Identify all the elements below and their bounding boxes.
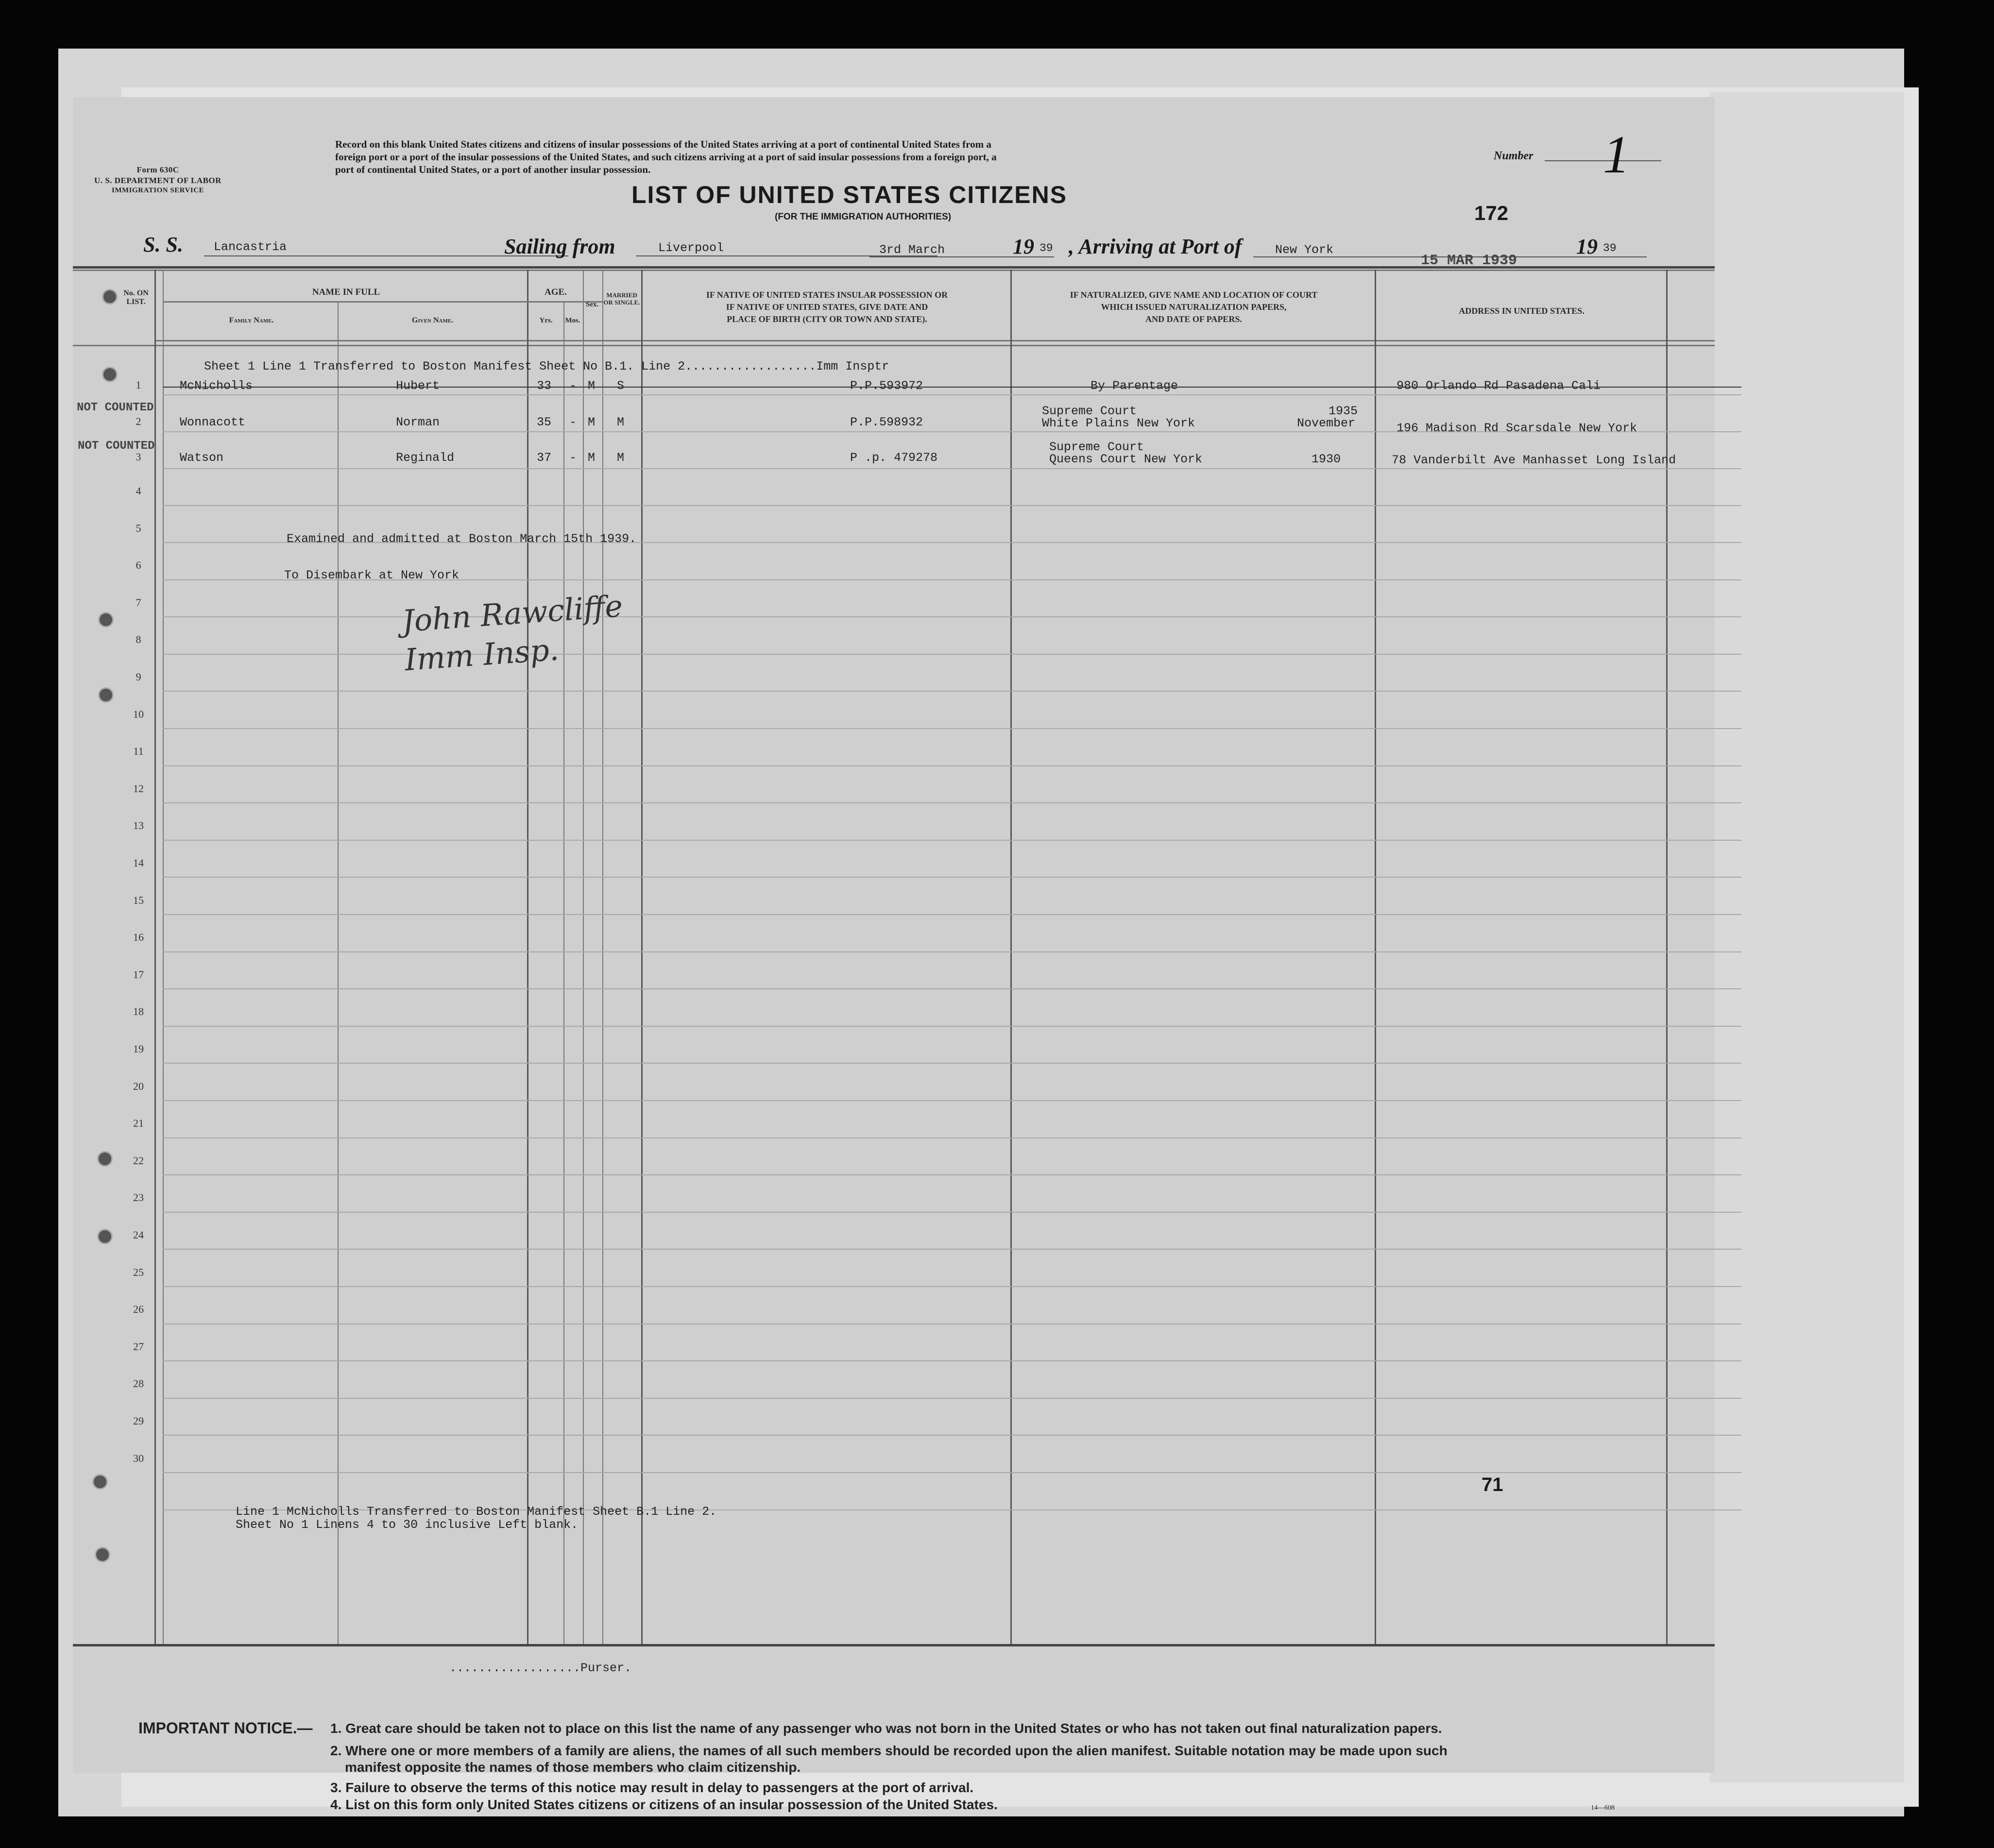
naturalization-court: Supreme Court <box>1042 404 1137 418</box>
form-code: 14—608 <box>1591 1804 1615 1812</box>
sex: M <box>588 451 596 465</box>
row-number: 11 <box>133 745 144 758</box>
row-number: 18 <box>133 1005 144 1018</box>
row-line <box>163 988 1741 989</box>
row-number: 25 <box>133 1266 144 1278</box>
notice-2a: 2. Where one or more members of a family are aliens, the names of all such members should be recorded upon the alien manifest. Suitable notation may be made upon such <box>330 1743 1448 1758</box>
col-line <box>527 270 528 1644</box>
notice-1: 1. Great care should be taken not to place on this list the name of any passenger who was not born in the United States or who has not taken out final naturalization papers. <box>330 1721 1442 1736</box>
family-name: Watson <box>180 451 224 465</box>
col-mos: Mos. <box>565 317 580 324</box>
col-native-2: IF NATIVE OF UNITED STATES, GIVE DATE AND <box>726 302 928 312</box>
family-name: McNicholls <box>180 379 253 393</box>
row-line <box>163 765 1741 766</box>
row-number: 12 <box>133 782 144 795</box>
page-subtitle: (FOR THE IMMIGRATION AUTHORITIES) <box>775 212 952 222</box>
row-number: 8 <box>136 633 141 646</box>
col-naturalized-3: AND DATE OF PAPERS. <box>1145 314 1242 324</box>
row-line <box>163 1398 1741 1399</box>
row-number: 1 <box>136 379 141 391</box>
row-number: 27 <box>133 1340 144 1353</box>
row-number: 10 <box>133 708 144 720</box>
footer-note-1: Line 1 McNicholls Transferred to Boston Manifest Sheet B.1 Line 2. <box>236 1505 717 1519</box>
departure-date: 3rd March <box>879 243 945 257</box>
row-number: 17 <box>133 968 144 981</box>
marital-status: S <box>617 379 625 393</box>
col-line <box>583 270 584 1644</box>
col-name-in-full: NAME IN FULL <box>312 287 380 297</box>
page-title: LIST OF UNITED STATES CITIZENS <box>631 181 1068 208</box>
age-years: 35 <box>537 415 552 429</box>
col-native-3: PLACE OF BIRTH (CITY OR TOWN AND STATE). <box>727 314 927 324</box>
row-line <box>163 1026 1741 1027</box>
strike-through <box>163 387 1741 388</box>
col-native-1: IF NATIVE OF UNITED STATES INSULAR POSSESSION OR <box>706 290 948 300</box>
instruction-line-3: port of continental United States, or a port of another insular possession. <box>335 164 651 175</box>
header-bottom-rule <box>155 340 1715 341</box>
col-no: No. ON LIST. <box>123 289 149 306</box>
naturalization-court: Supreme Court <box>1049 440 1144 454</box>
instruction-line-2: foreign port or a port of the insular possessions of the United States, and such citizens arriving at a port of said insular possessions from a foreign port, a <box>335 151 997 163</box>
col-yrs: Yrs. <box>539 317 553 324</box>
notice-4: 4. List on this form only United States citizens or citizens of an insular possession of the United States. <box>330 1797 998 1812</box>
arrival-year-prefix: 19 <box>1576 235 1598 258</box>
row-line <box>163 1063 1741 1064</box>
birth-info: P.P.598932 <box>850 415 923 429</box>
underlying-sheet-edge <box>1710 92 1904 1782</box>
row-number: 2 <box>136 415 141 427</box>
binding-hole <box>98 687 114 703</box>
col-age: AGE. <box>545 287 567 297</box>
binding-hole <box>102 289 118 305</box>
row-number: 13 <box>133 819 144 832</box>
us-address: 196 Madison Rd Scarsdale New York <box>1397 421 1637 435</box>
sex: M <box>588 415 596 429</box>
row-number: 9 <box>136 671 141 683</box>
birth-info: P .p. 479278 <box>850 451 938 465</box>
col-sex: Sex. <box>585 301 599 308</box>
purser-line: ..................Purser. <box>449 1661 632 1675</box>
row-number: 14 <box>133 857 144 869</box>
col-naturalized-2: WHICH ISSUED NATURALIZATION PAPERS, <box>1101 302 1287 312</box>
row-number: 22 <box>133 1154 144 1167</box>
row-number: 19 <box>133 1043 144 1055</box>
col-line <box>163 270 164 1644</box>
naturalization-year: 1930 <box>1312 452 1341 466</box>
row-line <box>163 468 1741 469</box>
row-line <box>163 505 1741 506</box>
page-count: 71 <box>1482 1474 1503 1495</box>
row-number: 3 <box>136 451 141 463</box>
row-number: 30 <box>133 1452 144 1464</box>
sex: M <box>588 379 596 393</box>
footer-note-2: Sheet No 1 Linens 4 to 30 inclusive Left blank. <box>236 1518 579 1532</box>
row-number: 21 <box>133 1117 144 1130</box>
col-line <box>563 301 564 1644</box>
col-line <box>338 301 339 1644</box>
col-line <box>1010 270 1012 1644</box>
col-line <box>641 270 643 1644</box>
row-number: 28 <box>133 1377 144 1390</box>
col-family-name: Family Name. <box>229 316 274 324</box>
arrival-date-stamp: 15 MAR 1939 <box>1421 253 1517 269</box>
examined-note: Examined and admitted at Boston March 15th 1939. <box>287 532 637 546</box>
row-line <box>163 394 1741 395</box>
row-line <box>163 728 1741 729</box>
service: IMMIGRATION SERVICE <box>112 186 204 194</box>
inspector-signature: John Rawcliffe Imm Insp. <box>401 588 624 678</box>
naturalization-location: Queens Court New York <box>1049 452 1203 466</box>
col-naturalized-1: IF NATURALIZED, GIVE NAME AND LOCATION OF COURT <box>1070 290 1318 300</box>
age-years: 33 <box>537 379 552 393</box>
col-given-name: Given Name. <box>411 316 454 324</box>
row-line <box>163 802 1741 803</box>
row-number: 29 <box>133 1415 144 1427</box>
row-line <box>163 1360 1741 1361</box>
us-address: 78 Vanderbilt Ave Manhasset Long Island <box>1392 453 1676 467</box>
ship-name: Lancastria <box>214 240 287 254</box>
not-counted-stamp: NOT COUNTED <box>77 401 154 414</box>
col-line <box>1375 270 1376 1644</box>
notice-3: 3. Failure to observe the terms of this notice may result in delay to passengers at the port of arrival. <box>330 1780 974 1795</box>
row-line <box>163 840 1741 841</box>
arrival-port: New York <box>1275 243 1334 257</box>
row-line <box>163 1286 1741 1287</box>
departure-port: Liverpool <box>658 241 724 255</box>
binding-hole <box>95 1547 110 1562</box>
row-line <box>163 1249 1741 1250</box>
row-number: 4 <box>136 485 141 497</box>
given-name: Reginald <box>396 451 455 465</box>
disembark-note: To Disembark at New York <box>284 568 460 582</box>
marital-status: M <box>617 451 625 465</box>
given-name: Hubert <box>396 379 440 393</box>
row-line <box>163 1137 1741 1138</box>
year-prefix: 19 <box>1013 235 1034 258</box>
row-number: 6 <box>136 559 141 572</box>
marital-status: M <box>617 415 625 429</box>
row-line <box>163 914 1741 915</box>
birth-info: P.P.593972 <box>850 379 923 393</box>
row-line <box>163 1435 1741 1436</box>
name-age-sub-rule <box>163 301 602 303</box>
row-line <box>163 431 1741 432</box>
ss-label: S. S. <box>143 233 183 256</box>
family-name: Wonnacott <box>180 415 246 429</box>
row-line <box>163 1212 1741 1213</box>
sheet-number: 172 <box>1474 202 1509 224</box>
table-bottom-rule <box>73 1644 1715 1646</box>
binding-hole <box>97 1151 113 1167</box>
department: U. S. DEPARTMENT OF LABOR <box>94 176 222 185</box>
arrival-year: 39 <box>1603 242 1617 254</box>
naturalization-court: By Parentage <box>1091 379 1178 393</box>
naturalization-month: November <box>1297 416 1356 430</box>
row-line <box>163 877 1741 878</box>
naturalization-location: White Plains New York <box>1042 416 1195 430</box>
row-number: 15 <box>133 894 144 906</box>
col-married: MARRIED OR SINGLE. <box>603 291 640 306</box>
col-line <box>1666 270 1668 1644</box>
given-name: Norman <box>396 415 440 429</box>
age-months: - <box>569 415 577 429</box>
form-number: Form 630C <box>136 165 179 174</box>
col-line <box>154 270 156 1644</box>
row-line <box>163 1472 1741 1473</box>
header-bottom-rule-2 <box>73 345 1715 346</box>
number-value: 1 <box>1603 125 1630 184</box>
row-line <box>163 616 1741 617</box>
us-address: 980 Orlando Rd Pasadena Cali <box>1397 379 1601 393</box>
row-line <box>163 1100 1741 1101</box>
row-line <box>163 951 1741 952</box>
row-line <box>163 1323 1741 1324</box>
arriving-label: , Arriving at Port of <box>1069 235 1242 258</box>
age-months: - <box>569 451 577 465</box>
row-number: 16 <box>133 931 144 944</box>
col-address: ADDRESS IN UNITED STATES. <box>1459 306 1585 316</box>
table-top-rule <box>73 266 1715 269</box>
col-line <box>602 270 603 1644</box>
row-number: 24 <box>133 1229 144 1241</box>
row-line <box>163 1174 1741 1175</box>
manifest-page <box>73 97 1715 1812</box>
number-label: Number <box>1494 150 1534 162</box>
binding-hole <box>102 367 118 382</box>
age-months: - <box>569 379 577 393</box>
sailing-label: Sailing from <box>504 235 615 258</box>
row-line <box>163 691 1741 692</box>
transfer-note: Sheet 1 Line 1 Transferred to Boston Manifest Sheet No B.1. Line 2..................Imm Insptr <box>204 359 889 373</box>
binding-hole <box>92 1474 108 1490</box>
not-counted-stamp: NOT COUNTED <box>78 440 155 453</box>
instruction-line-1: Record on this blank United States citizens and citizens of insular possessions of the United States arriving at a port of continental United States from a <box>335 138 991 150</box>
binding-hole <box>98 612 114 627</box>
notice-2b: manifest opposite the names of those members who claim citizenship. <box>345 1760 801 1775</box>
row-number: 7 <box>136 596 141 609</box>
row-line <box>163 654 1741 655</box>
departure-year: 39 <box>1040 242 1053 254</box>
binding-hole <box>97 1229 113 1244</box>
notice-heading: IMPORTANT NOTICE.— <box>138 1719 313 1737</box>
row-number: 5 <box>136 522 141 534</box>
row-number: 23 <box>133 1191 144 1204</box>
age-years: 37 <box>537 451 552 465</box>
naturalization-year: 1935 <box>1329 404 1358 418</box>
row-number: 26 <box>133 1303 144 1316</box>
row-number: 20 <box>133 1080 144 1092</box>
table-top-rule-2 <box>73 270 1715 271</box>
